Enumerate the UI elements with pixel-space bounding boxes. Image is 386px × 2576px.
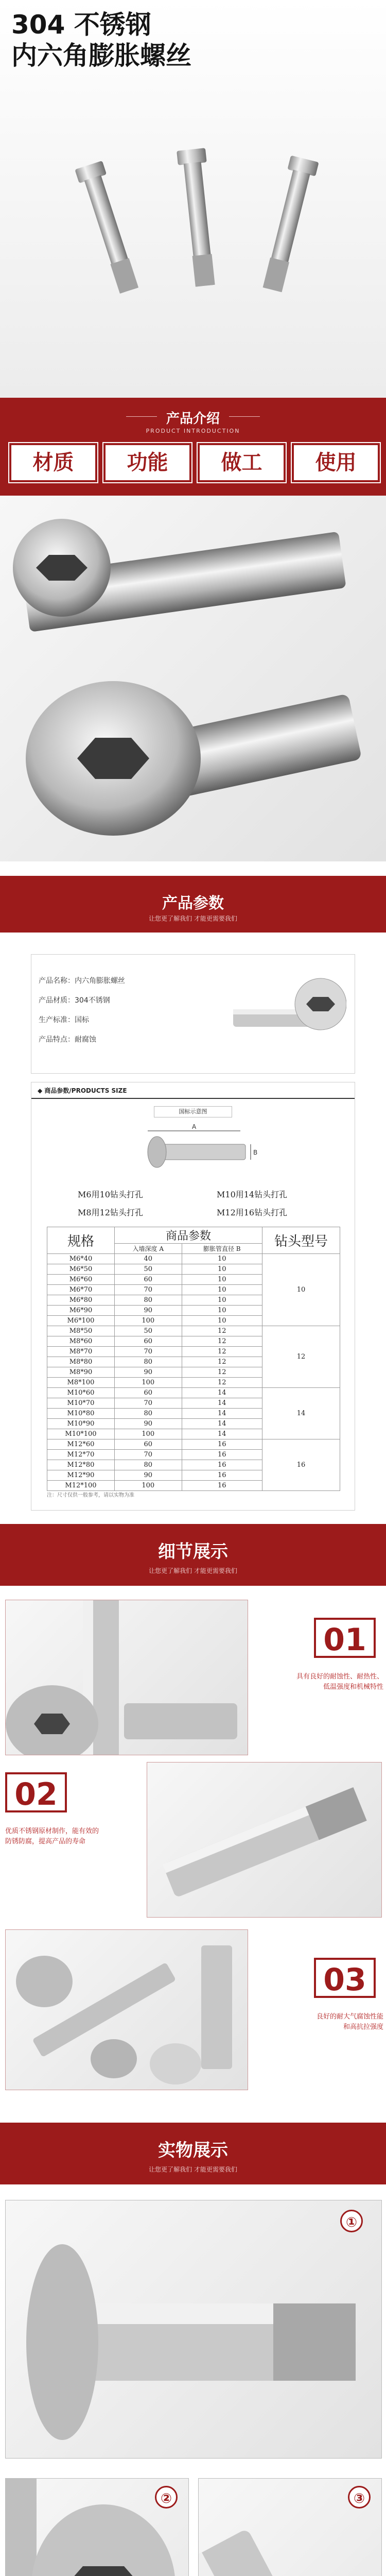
real-title: 实物展示: [158, 2140, 228, 2161]
size-footnote: 注：尺寸仅供一般参考，请以实物为准: [47, 1493, 134, 1498]
real-band: [0, 2123, 386, 2184]
closeup-bolt-image: [0, 496, 386, 861]
intro-rule-left: [126, 416, 157, 417]
cell-depth: 80: [115, 1409, 182, 1419]
th-params: 商品参数: [115, 1227, 262, 1244]
cell-depth: 80: [115, 1460, 182, 1470]
cell-dia: 10: [182, 1295, 262, 1306]
detail-title: 细节展示: [158, 1541, 228, 1562]
bolt-right: [258, 156, 319, 294]
info-feature: 产品特点：耐腐蚀: [39, 1036, 96, 1044]
cell-dia: 12: [182, 1357, 262, 1367]
cell-depth: 90: [115, 1306, 182, 1316]
cell-dia: 16: [182, 1470, 262, 1481]
cell-dia: 10: [182, 1316, 262, 1326]
real-photo-2: [5, 2478, 189, 2576]
detail-1-image: [6, 1600, 248, 1755]
cell-spec: M6*70: [47, 1285, 115, 1295]
real-subtitle: 让您更了解我们 才能更需要我们: [149, 2166, 237, 2173]
cell-depth: 100: [115, 1316, 182, 1326]
cell-spec: M10*80: [47, 1409, 115, 1419]
size-table: [47, 1227, 340, 1491]
dim-a-label: A: [192, 1124, 197, 1130]
cell-spec: M8*60: [47, 1336, 115, 1347]
cell-spec: M6*100: [47, 1316, 115, 1326]
info-bolt-image: [223, 963, 346, 1066]
bolt-middle: [177, 148, 219, 287]
cell-depth: 100: [115, 1481, 182, 1491]
table-row: [47, 1388, 340, 1398]
detail-desc-2: 优质不锈钢原材制作，能有效的 防锈防腐，提高产品的寿命: [5, 1827, 99, 1845]
real-mark-2: ②: [155, 2486, 178, 2509]
cell-spec: M10*90: [47, 1419, 115, 1429]
intro-subtitle: PRODUCT INTRODUCTION: [146, 428, 240, 434]
hero-title-line2: 内六角膨胀螺丝: [11, 41, 191, 71]
cell-spec: M8*90: [47, 1367, 115, 1378]
product-info-card: [31, 954, 355, 1074]
cell-dia: 10: [182, 1275, 262, 1285]
size-table-body: [47, 1254, 340, 1491]
cell-spec: M8*80: [47, 1357, 115, 1367]
cell-spec: M12*100: [47, 1481, 115, 1491]
bolt-left: [75, 161, 143, 295]
drill-note-m8: M8用12钻头打孔: [78, 1208, 143, 1217]
cell-depth: 100: [115, 1378, 182, 1388]
info-standard: 生产标准：国标: [39, 1016, 89, 1024]
params-title: 产品参数: [162, 894, 224, 912]
cell-depth: 60: [115, 1388, 182, 1398]
info-name: 产品名称：内六角膨胀螺丝: [39, 977, 125, 985]
detail-3-image: [6, 1930, 248, 2090]
size-block: [31, 1082, 355, 1511]
cell-spec: M12*80: [47, 1460, 115, 1470]
drill-note-m6: M6用10钻头打孔: [78, 1190, 143, 1199]
intro-rule-right: [229, 416, 260, 417]
hero-bolts-image: [0, 0, 386, 398]
detail-desc-3: 良好的耐大气腐蚀性能 和高抗拉强度: [316, 2013, 383, 2031]
table-row: [47, 1254, 340, 1264]
cell-dia: 12: [182, 1378, 262, 1388]
cell-depth: 80: [115, 1295, 182, 1306]
cell-spec: M6*60: [47, 1275, 115, 1285]
real-photo-1: [5, 2200, 382, 2459]
cell-dia: 10: [182, 1254, 262, 1264]
cell-depth: 90: [115, 1419, 182, 1429]
cell-drill: 10: [262, 1254, 340, 1326]
hero-title-line1: 304 不锈钢: [11, 10, 151, 40]
cell-depth: 50: [115, 1264, 182, 1275]
cell-dia: 14: [182, 1409, 262, 1419]
cell-dia: 10: [182, 1285, 262, 1295]
cell-drill: 16: [262, 1439, 340, 1491]
closeup-photo: [0, 496, 386, 861]
cell-dia: 10: [182, 1264, 262, 1275]
info-material: 产品材质：304不锈钢: [39, 996, 110, 1005]
cell-spec: M6*80: [47, 1295, 115, 1306]
cell-dia: 14: [182, 1388, 262, 1398]
cell-dia: 16: [182, 1450, 262, 1460]
cell-spec: M10*100: [47, 1429, 115, 1439]
detail-num-2: 02: [5, 1772, 67, 1812]
drill-note-m10: M10用14钻头打孔: [217, 1190, 288, 1199]
cell-spec: M6*40: [47, 1254, 115, 1264]
feature-usage: 使用: [294, 445, 378, 480]
cell-spec: M10*70: [47, 1398, 115, 1409]
th-dia: 膨胀管直径 B: [182, 1244, 262, 1254]
detail-band: [0, 1524, 386, 1586]
feature-craft: 做工: [200, 445, 284, 480]
diagram-image: [127, 1124, 261, 1185]
cell-depth: 90: [115, 1470, 182, 1481]
table-row: [47, 1326, 340, 1336]
detail-photo-1: [5, 1600, 248, 1755]
cell-dia: 14: [182, 1419, 262, 1429]
detail-photo-2: [147, 1762, 382, 1918]
cell-depth: 60: [115, 1439, 182, 1450]
cell-dia: 12: [182, 1367, 262, 1378]
cell-dia: 12: [182, 1326, 262, 1336]
th-drill: 钻头型号: [262, 1227, 340, 1254]
cell-dia: 14: [182, 1398, 262, 1409]
cell-dia: 16: [182, 1439, 262, 1450]
cell-dia: 16: [182, 1460, 262, 1470]
cell-drill: 14: [262, 1388, 340, 1439]
cell-spec: M10*60: [47, 1388, 115, 1398]
dim-b-label: B: [253, 1149, 258, 1156]
cell-dia: 14: [182, 1429, 262, 1439]
cell-spec: M8*100: [47, 1378, 115, 1388]
cell-spec: M12*70: [47, 1450, 115, 1460]
cell-depth: 70: [115, 1398, 182, 1409]
cell-spec: M12*60: [47, 1439, 115, 1450]
cell-depth: 70: [115, 1450, 182, 1460]
cell-dia: 10: [182, 1306, 262, 1316]
cell-dia: 12: [182, 1336, 262, 1347]
cell-depth: 100: [115, 1429, 182, 1439]
th-spec: 规格: [47, 1227, 115, 1254]
cell-depth: 90: [115, 1367, 182, 1378]
real-mark-3: ③: [348, 2486, 371, 2509]
size-header: ◆ 商品参数/PRODUCTS SIZE: [38, 1087, 127, 1094]
real-photo-3: [198, 2478, 382, 2576]
detail-2-image: [147, 1762, 381, 1917]
drill-note-m12: M12用16钻头打孔: [217, 1208, 288, 1217]
cell-spec: M8*70: [47, 1347, 115, 1357]
cell-depth: 60: [115, 1275, 182, 1285]
cell-depth: 50: [115, 1326, 182, 1336]
cell-depth: 60: [115, 1336, 182, 1347]
intro-band: [0, 398, 386, 496]
params-subtitle: 让您更了解我们 才能更需要我们: [149, 915, 237, 922]
cell-depth: 70: [115, 1347, 182, 1357]
detail-desc-1: 具有良好的耐蚀性、耐热性、 低温强度和机械特性: [296, 1673, 383, 1691]
diagram-label: 国标示意图: [154, 1106, 232, 1117]
detail-num-3: 03: [314, 1958, 376, 1998]
detail-subtitle: 让您更了解我们 才能更需要我们: [149, 1567, 237, 1574]
cell-depth: 70: [115, 1285, 182, 1295]
cell-spec: M12*90: [47, 1470, 115, 1481]
detail-photo-3: [5, 1929, 248, 2090]
cell-depth: 40: [115, 1254, 182, 1264]
th-depth: 入墙深度 A: [115, 1244, 182, 1254]
table-row: [47, 1439, 340, 1450]
cell-depth: 80: [115, 1357, 182, 1367]
cell-dia: 12: [182, 1347, 262, 1357]
size-header-bar: [31, 1082, 355, 1099]
feature-material: 材质: [11, 445, 95, 480]
cell-spec: M8*50: [47, 1326, 115, 1336]
cell-drill: 12: [262, 1326, 340, 1388]
cell-spec: M6*90: [47, 1306, 115, 1316]
feature-function: 功能: [106, 445, 189, 480]
detail-num-1: 01: [314, 1618, 376, 1658]
cell-dia: 16: [182, 1481, 262, 1491]
cell-spec: M6*50: [47, 1264, 115, 1275]
real-1-image: [6, 2200, 381, 2458]
params-band: [0, 876, 386, 933]
intro-title: 产品介绍: [166, 411, 220, 427]
real-mark-1: ①: [340, 2210, 363, 2232]
hero-section: [0, 0, 386, 398]
